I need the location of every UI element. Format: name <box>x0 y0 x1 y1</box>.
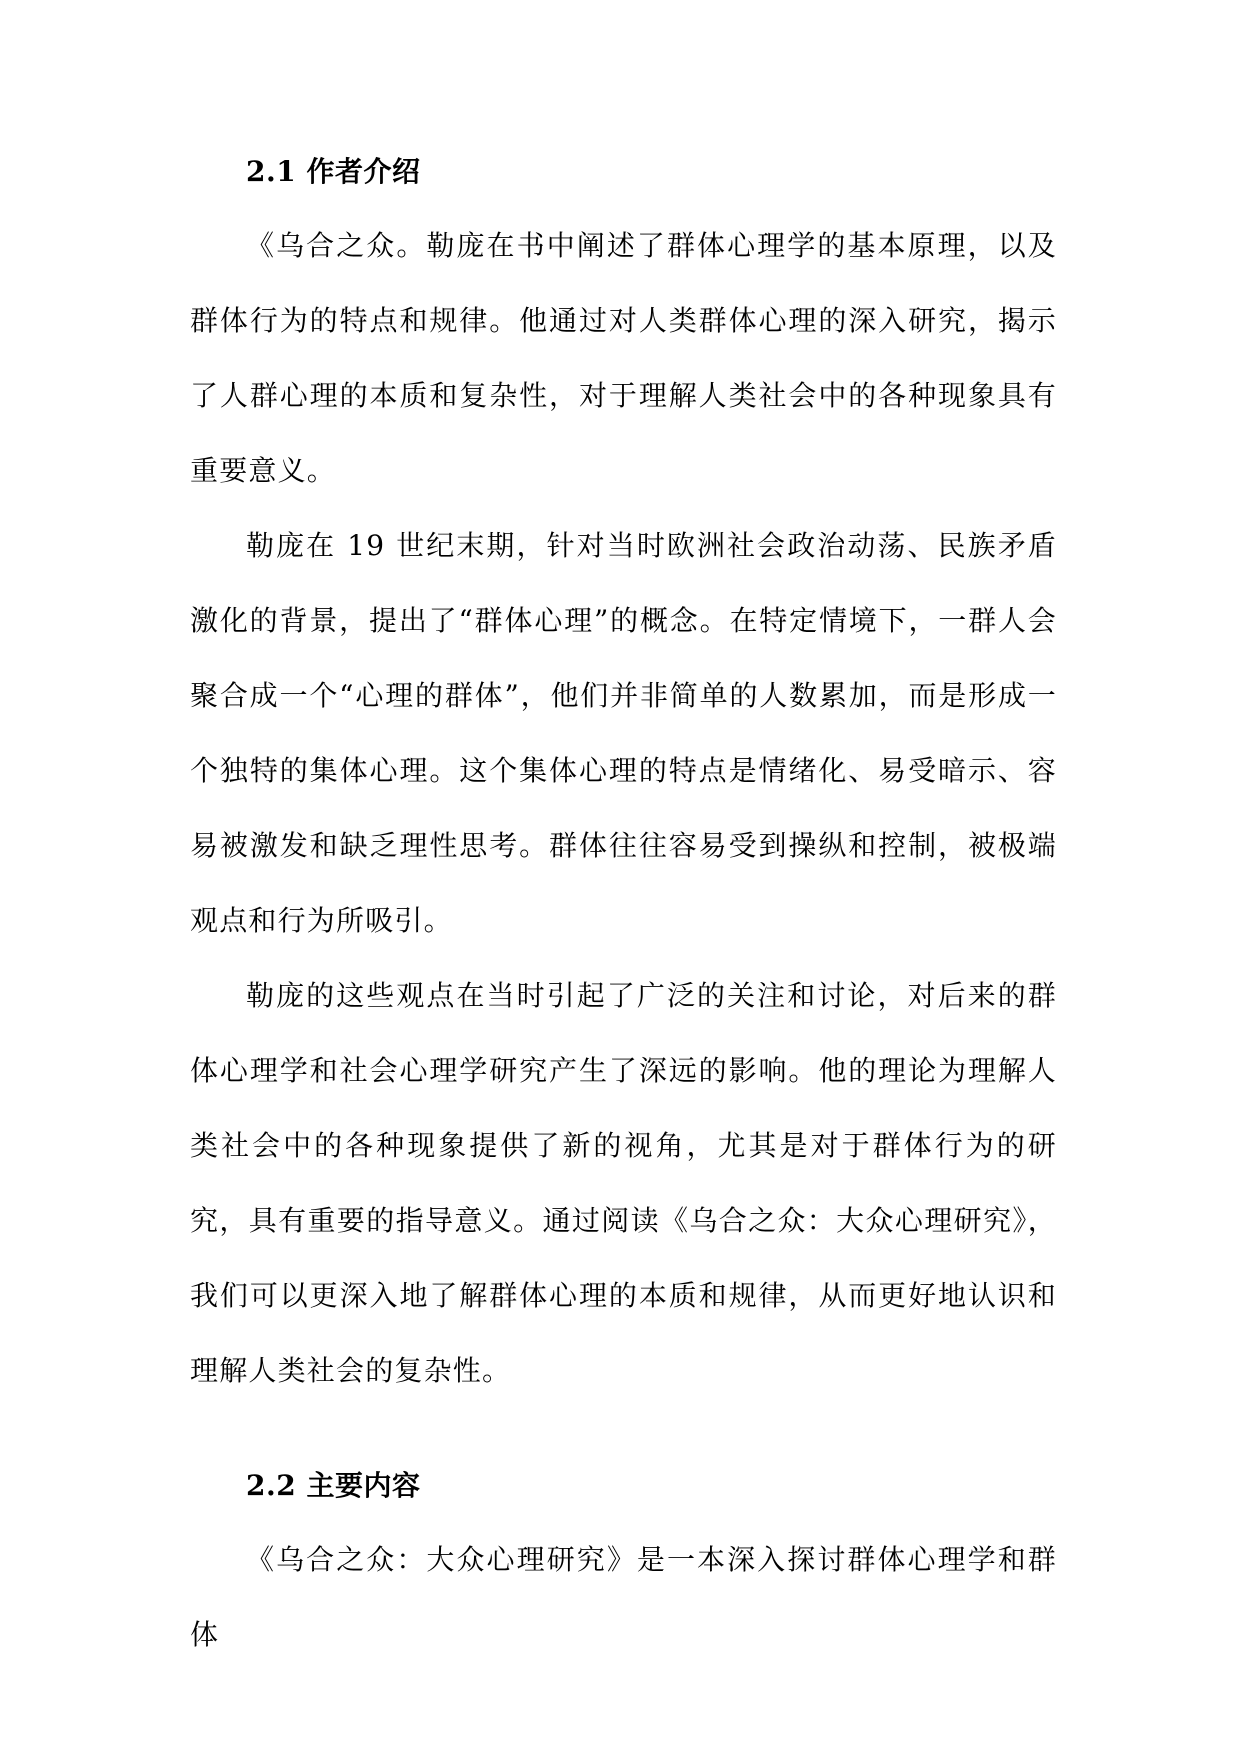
paragraph-author-intro: 《乌合之众。勒庞在书中阐述了群体心理学的基本原理，以及群体行为的特点和规律。他通过对人类群体心理的深入研究，揭示了人群心理的本质和复杂性，对于理解人类社会中的各种现象具有重要意义。 <box>190 229 1057 487</box>
paragraph-main-content: 《乌合之众：大众心理研究》是一本深入探讨群体心理学和群体 <box>190 1543 1057 1651</box>
paragraph-influence: 勒庞的这些观点在当时引起了广泛的关注和讨论，对后来的群体心理学和社会心理学研究产生了深远的影响。他的理论为理解人类社会中的各种现象提供了新的视角，尤其是对于群体行为的研究，具有重要的指导意义。通过阅读《乌合之众：大众心理研究》，我们可以更深入地了解群体心理的本质和规律，从而更好地认识和理解人类社会的复杂性。 <box>190 979 1057 1387</box>
paragraph-group-mind-concept: 勒庞在 19 世纪末期，针对当时欧洲社会政治动荡、民族矛盾激化的背景，提出了“群体心理”的概念。在特定情境下，一群人会聚合成一个“心理的群体”，他们并非简单的人数累加，而是形成一个独特的集体心理。这个集体心理的特点是情绪化、易受暗示、容易被激发和缺乏理性思考。群体往往容易受到操纵和控制，被极端观点和行为所吸引。 <box>190 529 1057 937</box>
section-spacer <box>190 1408 1057 1454</box>
section-heading-2-1: 2.1 作者介绍 <box>246 155 421 188</box>
document-body <box>190 140 1057 1672</box>
section-heading-2-2: 2.2 主要内容 <box>246 1469 421 1502</box>
